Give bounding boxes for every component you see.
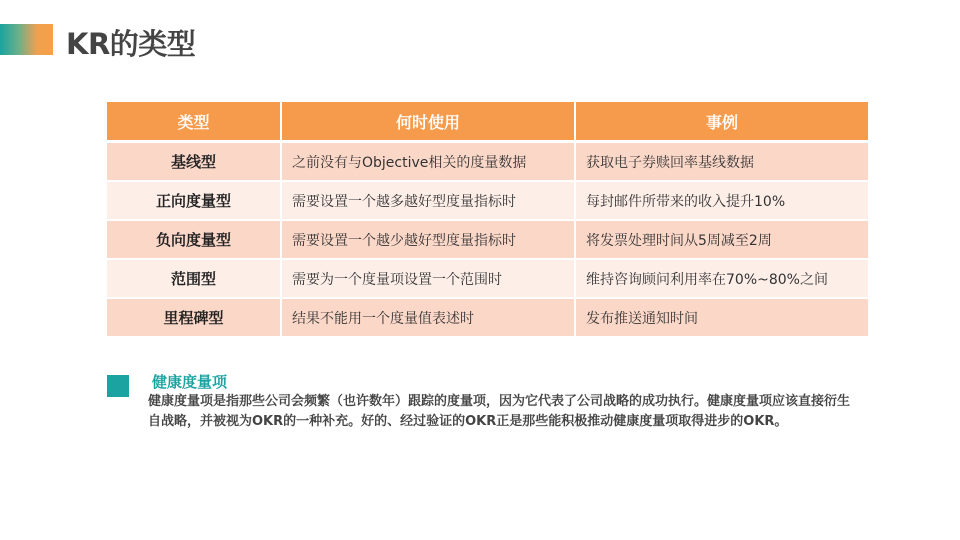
when-cell: 需要设置一个越多越好型度量指标时 (282, 182, 576, 221)
example-cell: 发布推送通知时间 (576, 299, 868, 338)
header-type: 类型 (107, 102, 282, 143)
type-cell: 正向度量型 (107, 182, 282, 221)
example-cell: 将发票处理时间从5周减至2周 (576, 221, 868, 260)
type-cell: 基线型 (107, 143, 282, 182)
when-cell: 需要为一个度量项设置一个范围时 (282, 260, 576, 299)
type-cell: 里程碑型 (107, 299, 282, 338)
table-header-row (107, 102, 868, 143)
health-section-title: 健康度量项 (152, 373, 228, 391)
type-cell: 范围型 (107, 260, 282, 299)
table-row (107, 143, 868, 182)
page-title: KR的类型 (66, 27, 196, 61)
example-cell: 获取电子券赎回率基线数据 (576, 143, 868, 182)
when-cell: 结果不能用一个度量值表述时 (282, 299, 576, 338)
table-row (107, 260, 868, 299)
table-row (107, 221, 868, 260)
header-example: 事例 (576, 102, 868, 143)
kr-types-table (107, 102, 868, 338)
table-row (107, 299, 868, 338)
example-cell: 维持咨询顾问利用率在70%~80%之间 (576, 260, 868, 299)
when-cell: 需要设置一个越少越好型度量指标时 (282, 221, 576, 260)
health-section-description: 健康度量项是指那些公司会频繁（也许数年）跟踪的度量项，因为它代表了公司战略的成功执行。健康度量项应该直接衍生自战略，并被视为OKR的一种补充。好的、经过验证的OKR正是那些能积极推动健康度量项取得进步的OKR。 (148, 394, 851, 429)
table-row (107, 182, 868, 221)
type-cell: 负向度量型 (107, 221, 282, 260)
title-accent-bar (0, 24, 53, 55)
header-when: 何时使用 (282, 102, 576, 143)
health-marker-square (107, 375, 129, 397)
when-cell: 之前没有与Objective相关的度量数据 (282, 143, 576, 182)
example-cell: 每封邮件所带来的收入提升10% (576, 182, 868, 221)
